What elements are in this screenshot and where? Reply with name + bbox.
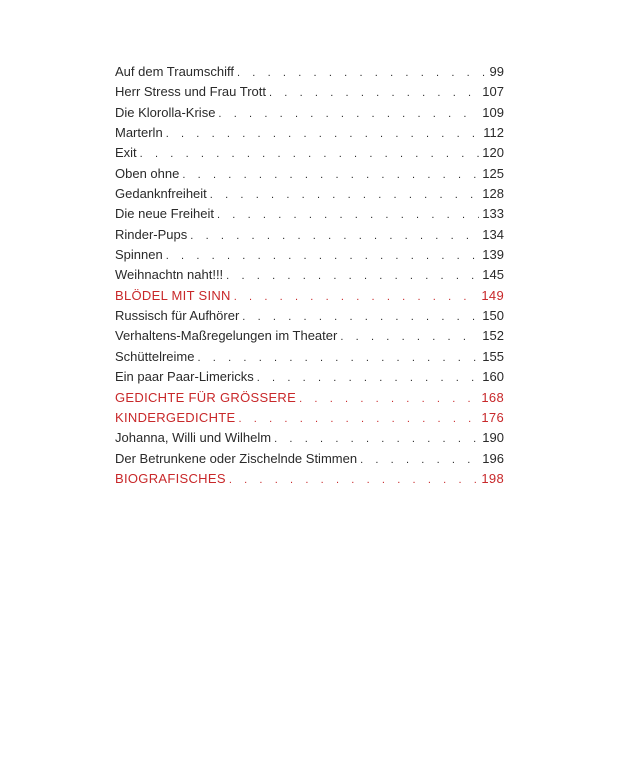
toc-entry <box>115 308 504 328</box>
dot-leader <box>166 250 480 262</box>
dot-leader <box>218 108 479 120</box>
toc-entry-page-number: 145 <box>482 267 504 283</box>
toc-entry <box>115 186 504 206</box>
toc-entry-title: KINDERGEDICHTE <box>115 409 236 425</box>
toc-entry-title: Rinder-Pups <box>115 226 188 242</box>
dot-leader <box>226 270 479 282</box>
dot-leader <box>274 433 479 445</box>
dot-leader <box>269 87 479 99</box>
toc-entry-page-number: 133 <box>482 206 504 222</box>
toc-entry-page-number: 139 <box>482 247 504 263</box>
toc-entry-title: Weihnachtn naht!!! <box>115 267 224 283</box>
toc-entry <box>115 125 504 145</box>
toc-entry-page-number: 176 <box>481 409 504 425</box>
toc-entry <box>115 206 504 226</box>
dot-leader <box>257 372 480 384</box>
dot-leader <box>217 209 479 221</box>
toc-section-heading <box>115 390 504 410</box>
toc-entry-page-number: 152 <box>482 328 504 344</box>
toc-entry <box>115 145 504 165</box>
dot-leader <box>340 331 479 343</box>
toc-entry-title: Herr Stress und Frau Trott <box>115 84 266 100</box>
toc-entry-page-number: 149 <box>481 287 504 303</box>
toc-entry-page-number: 125 <box>482 165 504 181</box>
toc-entry-page-number: 168 <box>481 389 504 405</box>
toc-entry <box>115 349 504 369</box>
toc-entry-title: Johanna, Willi und Wilhelm <box>115 430 272 446</box>
toc-entry-page-number: 109 <box>482 104 504 120</box>
toc-entry-title: Schüttelreime <box>115 348 195 364</box>
dot-leader <box>237 67 487 79</box>
toc-entry-title: BLÖDEL MIT SINN <box>115 287 231 303</box>
toc-entry-page-number: 155 <box>482 348 504 364</box>
toc-entry <box>115 84 504 104</box>
toc-entry-page-number: 112 <box>483 125 504 141</box>
toc-entry <box>115 328 504 348</box>
dot-leader <box>197 352 479 364</box>
toc-entry-title: Der Betrunkene oder Zischelnde Stimmen <box>115 450 358 466</box>
toc-entry <box>115 247 504 267</box>
dot-leader <box>182 169 479 181</box>
dot-leader <box>166 128 481 140</box>
dot-leader <box>190 230 479 242</box>
toc-entry <box>115 430 504 450</box>
toc-entry-title: GEDICHTE FÜR GRÖSSERE <box>115 389 297 405</box>
toc-section-heading <box>115 410 504 430</box>
toc-entry-page-number: 99 <box>489 64 504 79</box>
toc-entry <box>115 267 504 287</box>
dot-leader <box>360 454 479 466</box>
toc-entry-title: Verhaltens-Maßregelungen im Theater <box>115 328 338 344</box>
toc-entry-title: Russisch für Aufhörer <box>115 308 240 324</box>
toc-entry-title: Marterln <box>115 125 163 141</box>
dot-leader <box>210 189 480 201</box>
dot-leader <box>140 148 480 160</box>
toc-entry-title: Exit <box>115 145 137 161</box>
dot-leader <box>299 393 478 405</box>
toc-entry <box>115 227 504 247</box>
toc-section-heading <box>115 471 504 491</box>
dot-leader <box>242 311 479 323</box>
toc-entry-title: Ein paar Paar-Limericks <box>115 369 254 385</box>
toc-entry-page-number: 190 <box>482 430 504 446</box>
toc-entry-title: Oben ohne <box>115 165 180 181</box>
table-of-contents <box>115 64 504 491</box>
dot-leader <box>229 474 479 486</box>
toc-entry-page-number: 128 <box>482 186 504 202</box>
toc-entry-title: Die Klorolla-Krise <box>115 104 216 120</box>
toc-entry-page-number: 150 <box>482 308 504 324</box>
toc-entry <box>115 64 504 84</box>
toc-entry-title: Gedanknfreiheit <box>115 186 207 202</box>
toc-entry-page-number: 198 <box>481 470 504 486</box>
toc-entry <box>115 166 504 186</box>
toc-entry-page-number: 160 <box>482 369 504 385</box>
toc-entry-title: BIOGRAFISCHES <box>115 470 226 486</box>
toc-entry-title: Die neue Freiheit <box>115 206 214 222</box>
toc-entry <box>115 451 504 471</box>
toc-entry-page-number: 134 <box>482 226 504 242</box>
toc-entry-title: Spinnen <box>115 247 163 263</box>
toc-entry-page-number: 120 <box>482 145 504 161</box>
dot-leader <box>239 413 479 425</box>
toc-entry <box>115 105 504 125</box>
dot-leader <box>234 291 479 303</box>
toc-entry-title: Auf dem Traumschiff <box>115 64 234 79</box>
toc-section-heading <box>115 288 504 308</box>
toc-entry-page-number: 196 <box>482 450 504 466</box>
toc-entry <box>115 369 504 389</box>
toc-entry-page-number: 107 <box>482 84 504 100</box>
